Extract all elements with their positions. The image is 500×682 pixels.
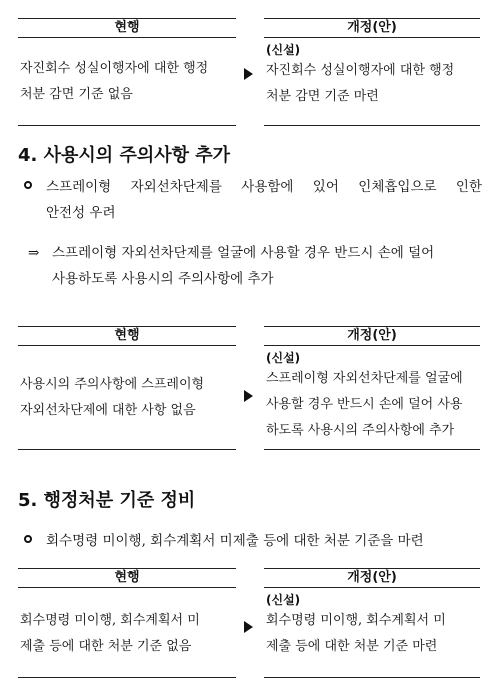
- revised-cell: [264, 38, 480, 126]
- circle-bullet-icon: [24, 181, 32, 189]
- revised-line: 스프레이형 자외선차단제를 얼굴에: [266, 371, 463, 386]
- revised-cell: [264, 588, 480, 678]
- revised-column: [264, 568, 480, 678]
- arrow-right-icon: [244, 68, 253, 80]
- current-line: 제출 등에 대한 처분 기준 없음: [20, 639, 192, 654]
- new-tag: (신설): [266, 351, 301, 365]
- current-line: 자진회수 성실이행자에 대한 행정: [20, 61, 209, 76]
- implies-arrow-icon: ⇒: [28, 245, 40, 261]
- implication-line: 스프레이형 자외선차단제를 얼굴에 사용할 경우 반드시 손에 덜어: [52, 245, 435, 261]
- bullet-line: 스프레이형 자외선차단제를 사용함에 있어 인체흡입으로 인한: [46, 179, 482, 195]
- current-column: [18, 18, 236, 126]
- revised-line: 자진회수 성실이행자에 대한 행정: [266, 63, 455, 78]
- section-4-heading: 4. 사용시의 주의사항 추가: [18, 145, 231, 166]
- section-5-bullet: [24, 528, 482, 554]
- current-line: 사용시의 주의사항에 스프레이형: [20, 377, 205, 392]
- section-4-implication: [28, 240, 482, 292]
- arrow-right-icon: [244, 621, 253, 633]
- arrow-right-icon: [244, 390, 253, 402]
- revised-line: 하도록 사용시의 주의사항에 추가: [266, 423, 455, 438]
- header-current: 현행: [18, 568, 236, 588]
- revised-line: 처분 감면 기준 마련: [266, 89, 379, 104]
- revised-column: [264, 18, 480, 126]
- header-current: 현행: [18, 326, 236, 346]
- header-revised: 개정(안): [264, 18, 480, 38]
- revised-line: 사용할 경우 반드시 손에 덜어 사용: [266, 397, 463, 412]
- revised-line: 회수명령 미이행, 회수계획서 미: [266, 613, 446, 628]
- current-line: 처분 감면 기준 없음: [20, 87, 133, 102]
- revised-cell: [264, 346, 480, 450]
- current-line: 자외선차단제에 대한 사항 없음: [20, 403, 196, 418]
- revised-column: [264, 326, 480, 450]
- current-cell: [18, 346, 236, 450]
- header-current: 현행: [18, 18, 236, 38]
- current-column: [18, 568, 236, 678]
- section-4-bullet: [24, 174, 482, 226]
- bullet-line: 회수명령 미이행, 회수계획서 미제출 등에 대한 처분 기준을 마련: [46, 533, 424, 549]
- current-line: 회수명령 미이행, 회수계획서 미: [20, 613, 200, 628]
- new-tag: (신설): [266, 593, 301, 607]
- current-cell: [18, 38, 236, 126]
- new-tag: (신설): [266, 43, 301, 57]
- current-column: [18, 326, 236, 450]
- implication-line: 사용하도록 사용시의 주의사항에 추가: [52, 271, 274, 287]
- current-cell: [18, 588, 236, 678]
- circle-bullet-icon: [24, 535, 32, 543]
- revised-line: 제출 등에 대한 처분 기준 마련: [266, 639, 438, 654]
- section-5-heading: 5. 행정처분 기준 정비: [18, 490, 196, 511]
- header-revised: 개정(안): [264, 568, 480, 588]
- bullet-line: 안전성 우려: [46, 205, 116, 221]
- header-revised: 개정(안): [264, 326, 480, 346]
